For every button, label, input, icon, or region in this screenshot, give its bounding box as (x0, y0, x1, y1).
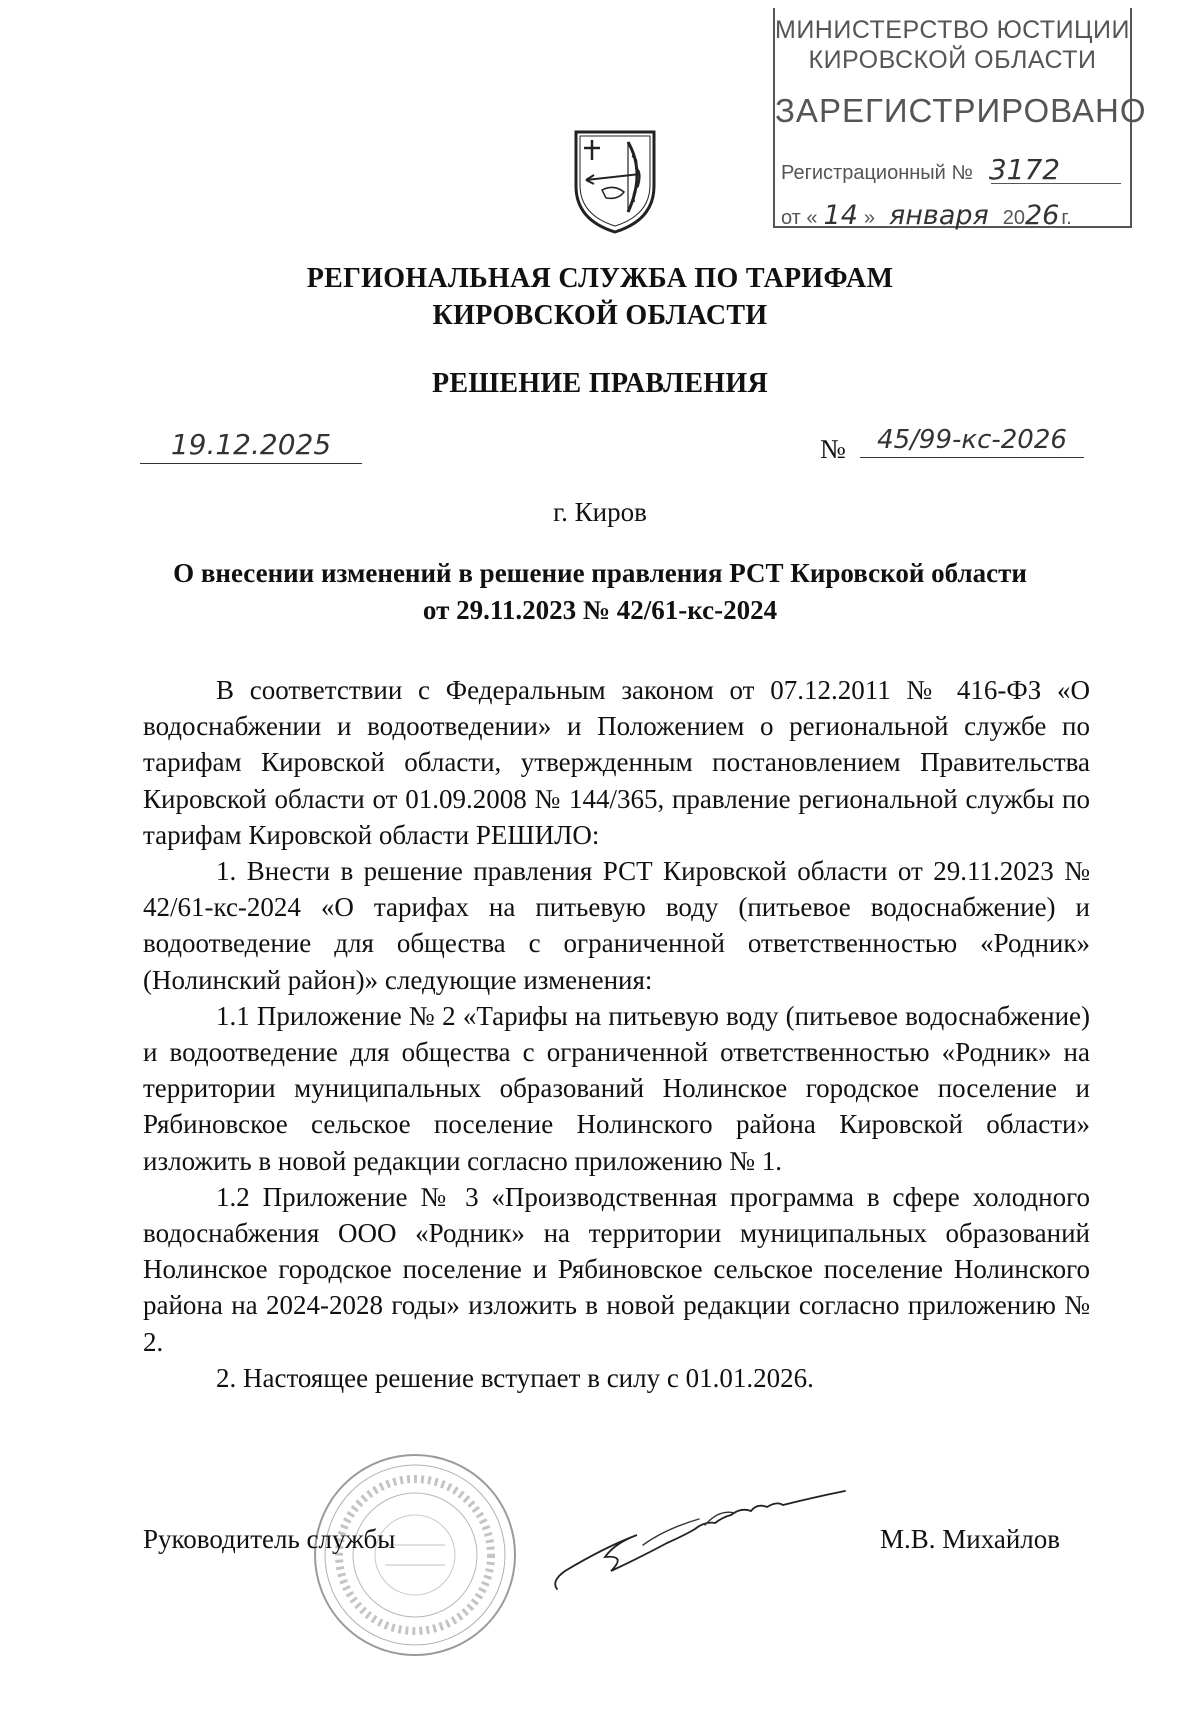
document-body (143, 672, 1090, 1396)
stamp-date-month: января (889, 200, 989, 231)
stamp-date-row (781, 200, 1072, 231)
registration-stamp (773, 8, 1147, 231)
stamp-reg-number-value: 3172 (988, 153, 1061, 186)
paragraph-item-1-1: 1.1 Приложение № 2 «Тарифы на питьевую воду (питьевое водоснабжение) и водоотведение для общества с ограниченной ответственностью «Родник» на территории муниципальных образований Нолинское городское поселение и Рябиновское сельское поселение Нолинского района Кировской области» изложить в новой редакции согласно приложению № 1. (143, 1000, 1090, 1176)
stamp-registered: ЗАРЕГИСТРИРОВАНО (775, 92, 1147, 129)
subject-line2: от 29.11.2023 № 42/61-кс-2024 (422, 595, 778, 625)
document-date: 19.12.2025 (140, 428, 362, 464)
kirov-coat-of-arms-icon (572, 128, 658, 236)
document-type: РЕШЕНИЕ ПРАВЛЕНИЯ (432, 368, 768, 399)
stamp-ministry-line1: МИНИСТЕРСТВО ЮСТИЦИИ (775, 16, 1130, 44)
handwritten-signature-icon (545, 1485, 855, 1595)
paragraph-item-1: 1. Внести в решение правления РСТ Кировской области от 29.11.2023 № 42/61-кс-2024 «О тарифах на питьевую воду (питьевое водоснабжение) и водоотведение для общества с ограниченной ответственностью «Родник» (Нолинский район)» следующие изменения: (143, 856, 1090, 995)
org-title-line1: РЕГИОНАЛЬНАЯ СЛУЖБА ПО ТАРИФАМ (306, 263, 894, 294)
signatory-position: Руководитель службы (143, 1524, 396, 1554)
signatory-name: М.В. Михайлов (880, 1524, 1061, 1554)
paragraph-preamble: В соответствии с Федеральным законом от 07.12.2011 № 416-ФЗ «О водоснабжении и водоотведении» и Положением о региональной службе по тарифам Кировской области, утвержденным постановлением Правительства Кировской области от 01.09.2008 № 144/365, правление региональной службы по тарифам Кировской области РЕШИЛО: (143, 675, 1090, 850)
paragraph-item-2: 2. Настоящее решение вступает в силу с 01.01.2026. (216, 1362, 814, 1393)
stamp-date-suffix: г. (1061, 207, 1072, 229)
stamp-ministry-line2: КИРОВСКОЙ ОБЛАСТИ (808, 46, 1097, 74)
subject-line1: О внесении изменений в решение правления РСТ Кировской области (173, 558, 1027, 588)
stamp-date-mid: » (863, 207, 876, 229)
paragraph-item-1-2: 1.2 Приложение № 3 «Производственная программа в сфере холодного водоснабжения ООО «Родник» на территории муниципальных образований Нолинское городское поселение и Рябиновское сельское поселение Нолинского района на 2024-2028 годы» изложить в новой редакции согласно приложению № 2. (143, 1181, 1090, 1357)
stamp-reg-number-label: Регистрационный № (781, 162, 973, 184)
stamp-reg-number-row (781, 153, 1060, 186)
org-title-line2: КИРОВСКОЙ ОБЛАСТИ (432, 300, 768, 331)
stamp-date-year: 26 (1025, 200, 1060, 231)
stamp-date-day: 14 (823, 200, 858, 231)
city: г. Киров (553, 497, 647, 527)
stamp-date-year-prefix: 20 (1002, 207, 1025, 229)
document-number: 45/99-кс-2026 (860, 425, 1084, 458)
stamp-date-prefix: от « (781, 207, 818, 229)
stamp-number-underline (991, 183, 1121, 184)
round-seal-icon (310, 1450, 520, 1660)
document-number-label: № (820, 434, 846, 464)
